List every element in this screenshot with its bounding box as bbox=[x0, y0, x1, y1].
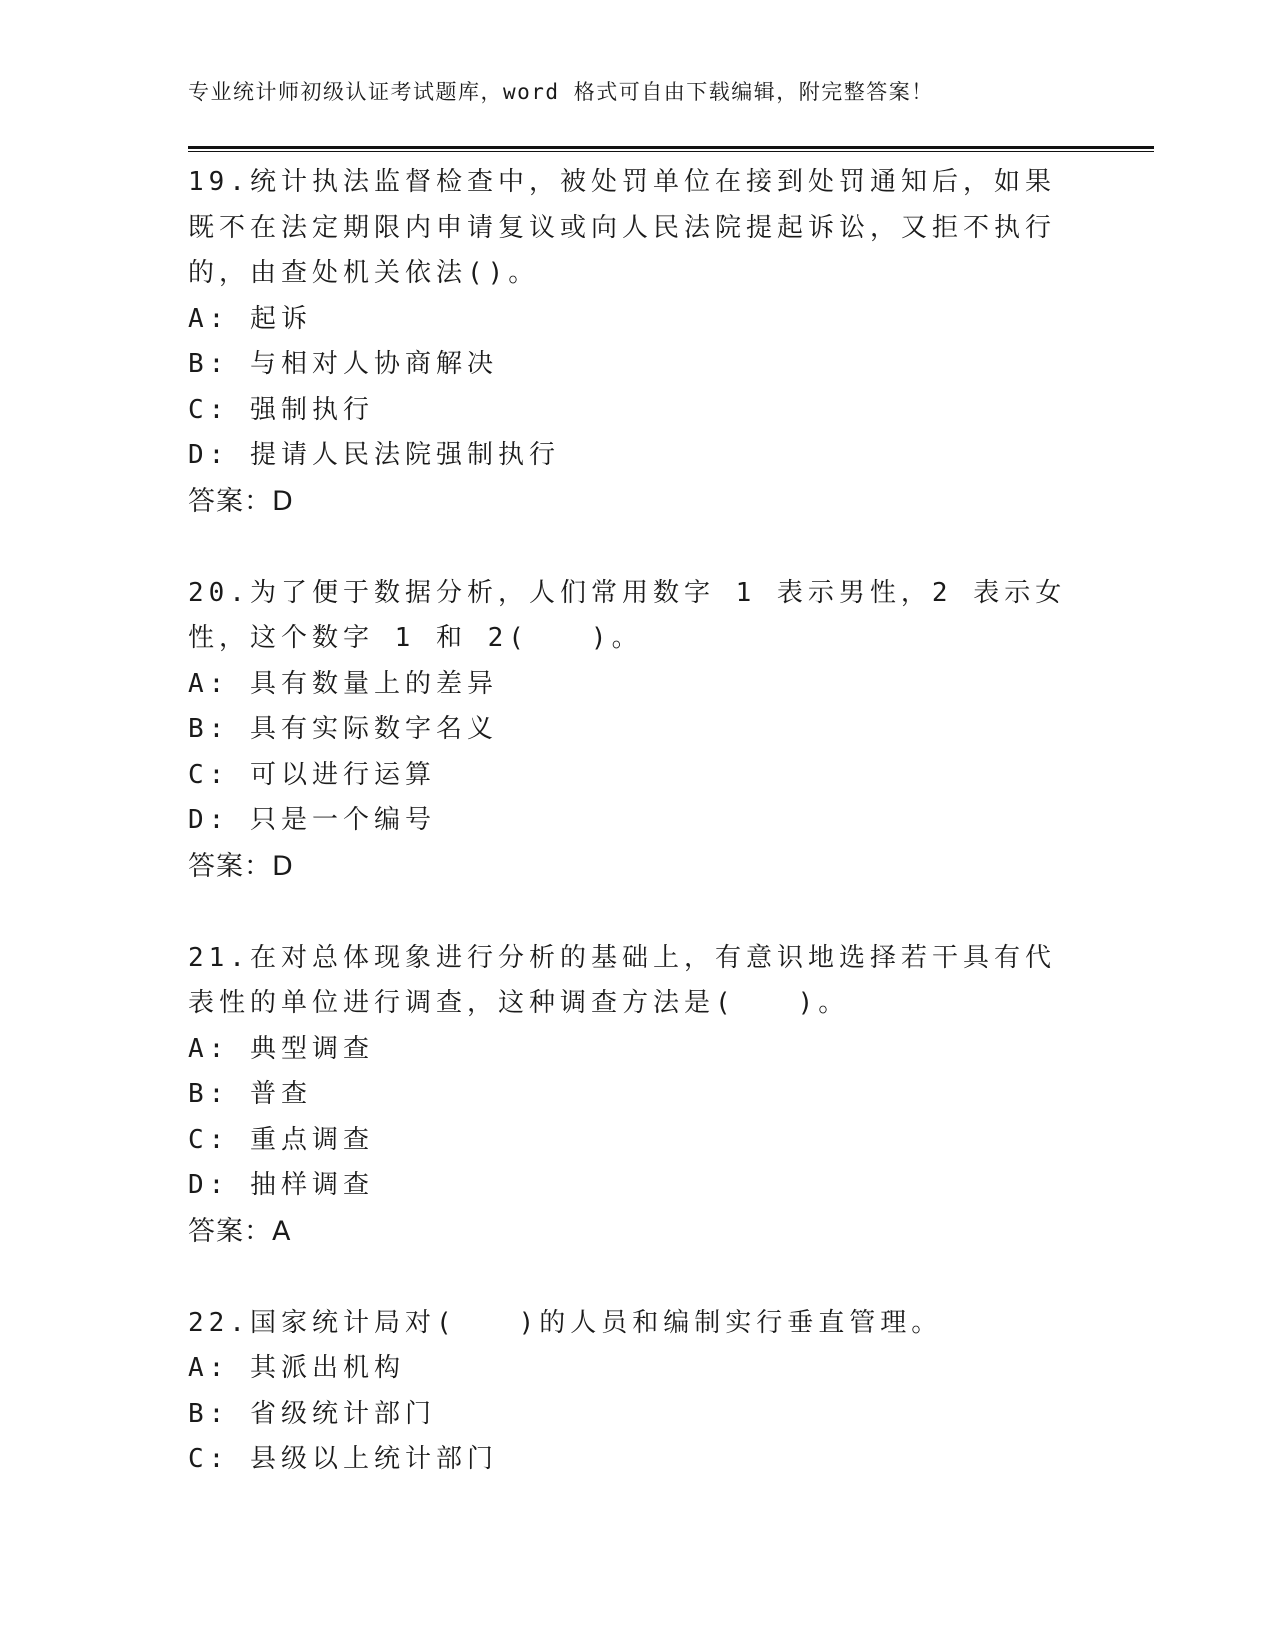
answer-line: 答案：D bbox=[188, 485, 294, 517]
question-19 bbox=[188, 160, 1068, 525]
question-list bbox=[188, 160, 1068, 1483]
question-text: 19.统计执法监督检查中，被处罚单位在接到处罚通知后，如果既不在法定期限内申请复议或向人民法院提起诉讼，又拒不执行的，由查处机关依法()。 bbox=[188, 167, 1057, 288]
option-b: B: 省级统计部门 bbox=[188, 1398, 436, 1429]
option-c: C: 重点调查 bbox=[188, 1124, 374, 1155]
option-b: B: 普查 bbox=[188, 1079, 312, 1109]
question-text: 22.国家统计局对( )的人员和编制实行垂直管理。 bbox=[188, 1307, 943, 1338]
page-header: 专业统计师初级认证考试题库，word 格式可自由下载编辑，附完整答案！ bbox=[188, 80, 934, 104]
option-a: A: 其派出机构 bbox=[188, 1353, 405, 1383]
option-b: B: 具有实际数字名义 bbox=[188, 714, 498, 744]
option-d: D: 抽样调查 bbox=[188, 1170, 374, 1200]
question-20 bbox=[188, 571, 1068, 890]
option-d: D: 只是一个编号 bbox=[188, 805, 436, 835]
option-c: C: 县级以上统计部门 bbox=[188, 1444, 498, 1474]
option-b: B: 与相对人协商解决 bbox=[188, 349, 498, 379]
header-rule-thin bbox=[188, 151, 1154, 152]
question-text: 20.为了便于数据分析，人们常用数字 1 表示男性，2 表示女性，这个数字 1 和 2( )。 bbox=[188, 577, 1067, 653]
option-a: A: 起诉 bbox=[188, 303, 312, 334]
option-a: A: 具有数量上的差异 bbox=[188, 668, 498, 699]
option-d: D: 提请人民法院强制执行 bbox=[188, 440, 560, 470]
question-text: 21.在对总体现象进行分析的基础上，有意识地选择若干具有代表性的单位进行调查，这种调查方法是( )。 bbox=[188, 942, 1056, 1018]
option-c: C: 强制执行 bbox=[188, 394, 374, 425]
question-22 bbox=[188, 1301, 1068, 1483]
option-c: C: 可以进行运算 bbox=[188, 759, 436, 790]
answer-line: 答案：D bbox=[188, 850, 294, 882]
option-a: A: 典型调查 bbox=[188, 1033, 374, 1064]
question-21 bbox=[188, 936, 1068, 1255]
header-rule-thick bbox=[188, 146, 1154, 149]
answer-line: 答案：A bbox=[188, 1215, 292, 1247]
